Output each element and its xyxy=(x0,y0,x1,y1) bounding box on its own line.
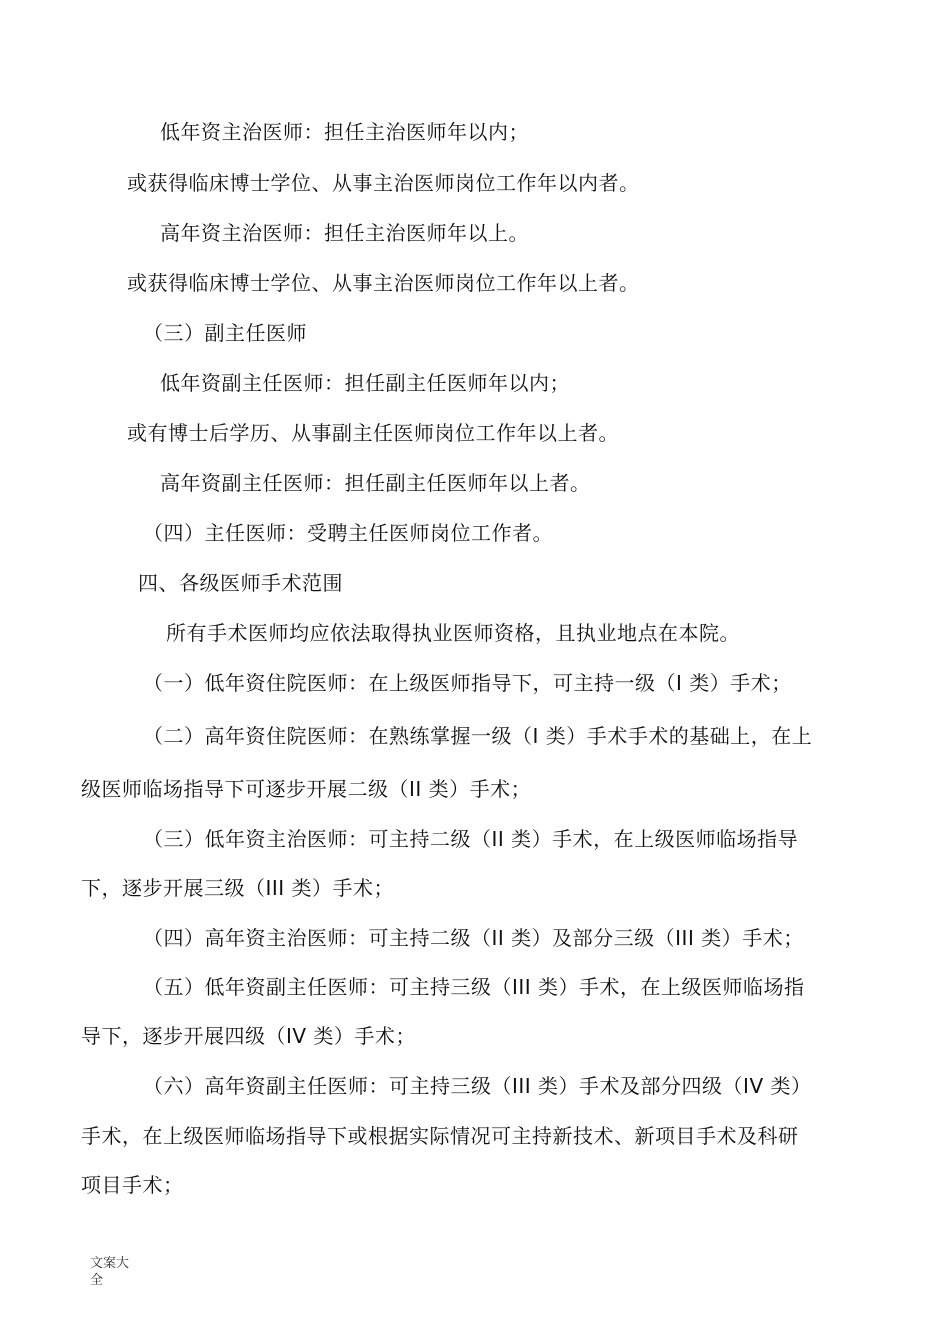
text-line-19: 导下，逐步开展四级（IV 类）手术； xyxy=(81,1024,416,1048)
text-line-7: 或有博士后学历、从事副主任医师岗位工作年以上者。 xyxy=(127,421,619,445)
text-line-1: 低年资主治医师：担任主治医师年以内； xyxy=(160,120,529,144)
text-line-21: 手术，在上级医师临场指导下或根据实际情况可主持新技术、新项目手术及科研 xyxy=(81,1124,799,1148)
text-line-17: （四）高年资主治医师：可主持二级（II 类）及部分三级（III 类）手术； xyxy=(143,926,804,950)
text-line-13: （二）高年资住院医师：在熟练掌握一级（I 类）手术手术的基础上，在上 xyxy=(143,724,813,748)
text-line-15: （三）低年资主治医师：可主持二级（II 类）手术，在上级医师临场指导 xyxy=(143,827,799,851)
text-line-14: 级医师临场指导下可逐步开展二级（II 类）手术； xyxy=(81,777,532,801)
text-line-22: 项目手术； xyxy=(81,1173,184,1197)
footer-line-2: 全 xyxy=(90,1273,104,1288)
text-line-6: 低年资副主任医师：担任副主任医师年以内； xyxy=(160,371,570,395)
text-line-20: （六）高年资副主任医师：可主持三级（III 类）手术及部分四级（IV 类） xyxy=(143,1074,812,1098)
text-line-12: （一）低年资住院医师：在上级医师指导下，可主持一级（I 类）手术； xyxy=(143,671,792,695)
section-heading-3: （三）副主任医师 xyxy=(143,321,307,345)
text-line-11: 所有手术医师均应依法取得执业医师资格，且执业地点在本院。 xyxy=(166,621,740,645)
section-heading-4: （四）主任医师：受聘主任医师岗位工作者。 xyxy=(143,521,553,545)
chapter-heading: 四、各级医师手术范围 xyxy=(138,571,343,595)
text-line-16: 下，逐步开展三级（III 类）手术； xyxy=(81,876,395,900)
text-line-3: 高年资主治医师：担任主治医师年以上。 xyxy=(160,221,529,245)
footer-line-1: 文案大 xyxy=(90,1256,130,1271)
text-line-4: 或获得临床博士学位、从事主治医师岗位工作年以上者。 xyxy=(127,271,640,295)
text-line-8: 高年资副主任医师：担任副主任医师年以上者。 xyxy=(160,471,591,495)
text-line-18: （五）低年资副主任医师：可主持三级（III 类）手术，在上级医师临场指 xyxy=(143,975,805,999)
page-footer xyxy=(90,1255,140,1289)
text-line-2: 或获得临床博士学位、从事主治医师岗位工作年以内者。 xyxy=(127,171,640,195)
